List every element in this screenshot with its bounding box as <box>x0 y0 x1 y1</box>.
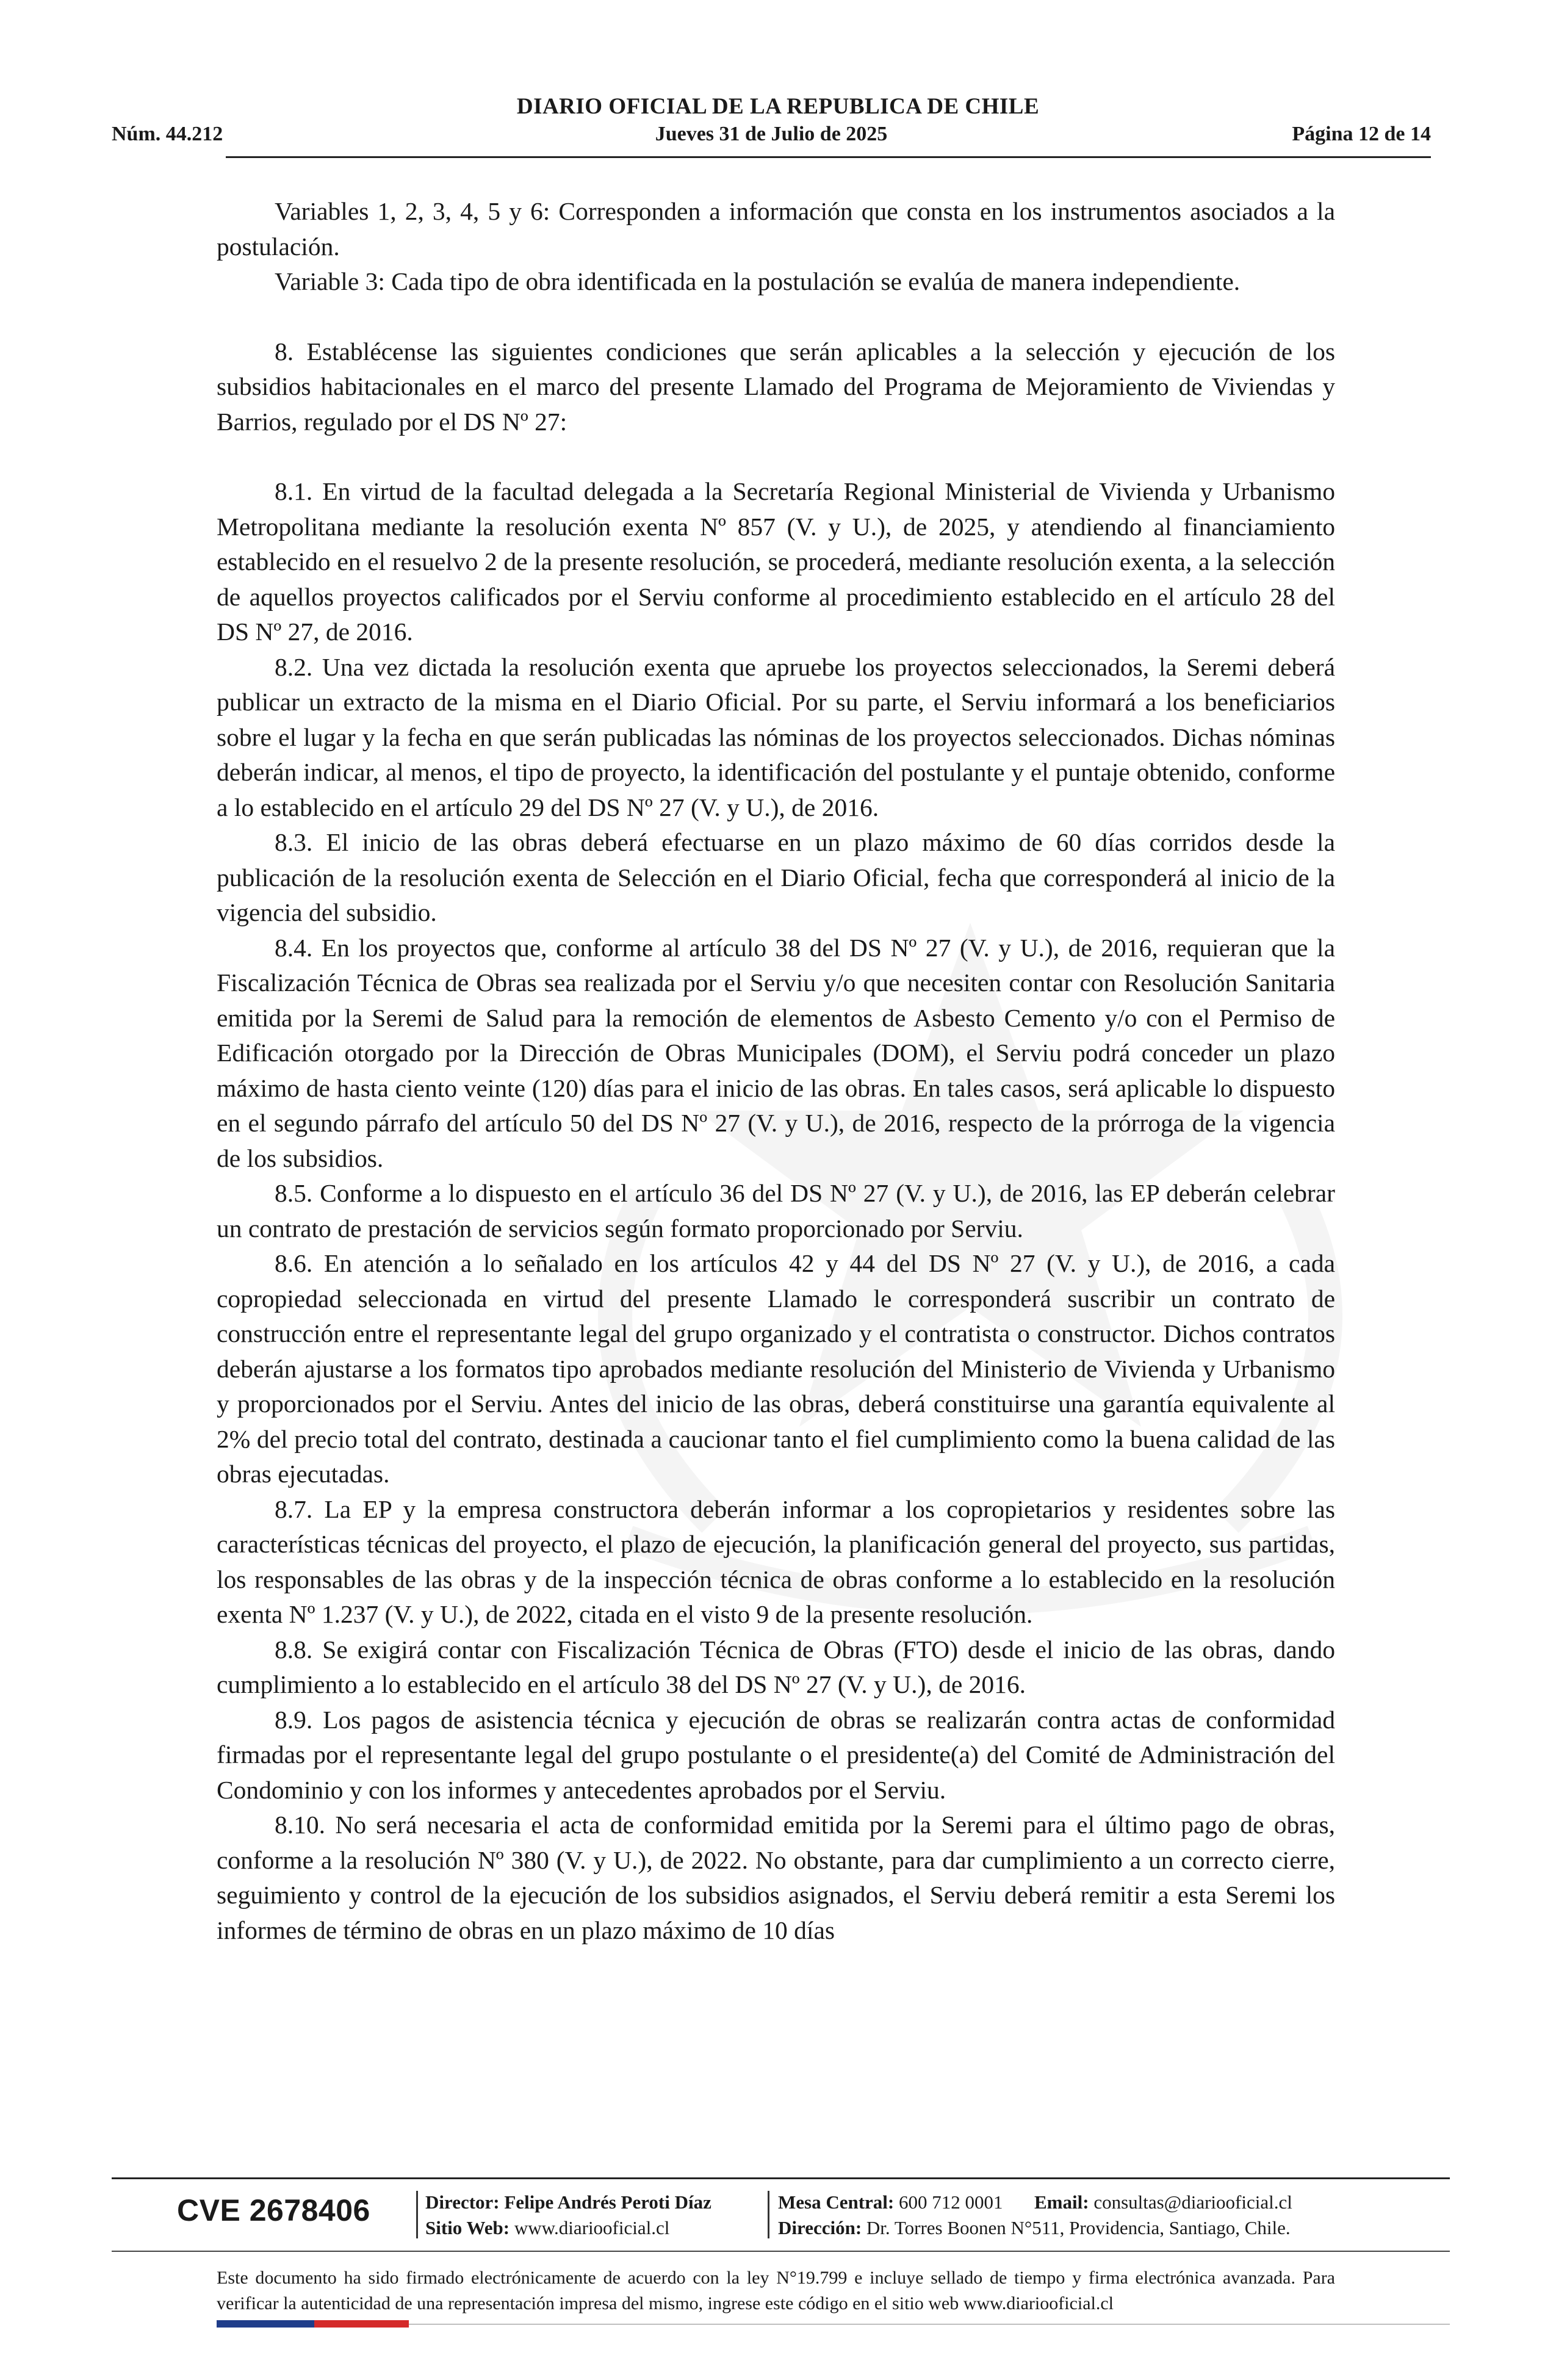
mesa-central-phone: 600 712 0001 <box>899 2191 1003 2213</box>
issue-number: Núm. 44.212 <box>112 123 223 145</box>
director-label: Director: <box>425 2191 500 2213</box>
footer-separator <box>768 2191 769 2238</box>
address-label: Dirección: <box>778 2217 862 2238</box>
cve-code: CVE 2678406 <box>177 2193 370 2227</box>
director-name: Felipe Andrés Peroti Díaz <box>504 2191 711 2213</box>
page-indicator: Página 12 de 14 <box>1292 123 1431 145</box>
issue-date: Jueves 31 de Julio de 2025 <box>655 123 888 145</box>
paragraph-8-8: 8.8. Se exigirá contar con Fiscalización Técnica de Obras (FTO) desde el inicio de las obras, dando cumplimiento a lo establecido en el artículo 38 del DS Nº 27 (V. y U.), de 2016. <box>217 1635 1335 1698</box>
website-line <box>425 2215 669 2241</box>
mesa-central-label: Mesa Central: <box>778 2191 895 2213</box>
paragraph-variable-3: Variable 3: Cada tipo de obra identificada en la postulación se evalúa de manera independiente. <box>275 267 1241 295</box>
flag-stripe-red <box>314 2320 409 2328</box>
footer-separator <box>416 2191 418 2238</box>
footer-mid-divider <box>112 2251 1450 2252</box>
paragraph-8-5: 8.5. Conforme a lo dispuesto en el artículo 36 del DS Nº 27 (V. y U.), de 2016, las EP deberán celebrar un contrato de prestación de servicios según formato proporcionado por Serviu. <box>217 1179 1335 1242</box>
website-label: Sitio Web: <box>425 2217 510 2238</box>
paragraph-8-2: 8.2. Una vez dictada la resolución exenta que apruebe los proyectos seleccionados, la Seremi deberá publicar un extracto de la misma en el Diario Oficial. Por su parte, el Serviu informará a los beneficiarios sobre el lugar y la fecha en que serán publicadas las nóminas de los proyectos seleccionados. Dichas nóminas deberán indicar, al menos, el tipo de proyecto, la identificación del postulante y el puntaje obtenido, conforme a lo establecido en el artículo 29 del DS Nº 27 (V. y U.), de 2016. <box>217 652 1335 821</box>
paragraph-8-3: 8.3. El inicio de las obras deberá efectuarse en un plazo máximo de 60 días corridos desde la publicación de la resolución exenta de Selección en el Diario Oficial, fecha que corresponderá al inicio de la vigencia del subsidio. <box>217 828 1335 926</box>
legal-notice: Este documento ha sido firmado electrónicamente de acuerdo con la ley N°19.799 e incluye sellado de tiempo y firma electrónica avanzada. Para verificar la autenticidad de una representación impresa del mismo, ingrese este código en el sitio web www.diariooficial.cl <box>217 2268 1335 2313</box>
contact-line <box>778 2190 1292 2215</box>
paragraph-8-9: 8.9. Los pagos de asistencia técnica y ejecución de obras se realizarán contra actas de conformidad firmadas por el representante legal del grupo postulante o el presidente(a) del Comité de Administración del Condominio y con los informes y antecedentes aprobados por el Serviu. <box>217 1705 1335 1804</box>
paragraph-8-7: 8.7. La EP y la empresa constructora deberán informar a los copropietarios y residentes sobre las características técnicas del proyecto, el plazo de ejecución, la planificación general del proyecto, sus partidas, los responsables de las obras y de la inspección técnica de obras conforme a lo establecido en la resolución exenta Nº 1.237 (V. y U.), de 2022, citada en el visto 9 de la presente resolución. <box>217 1495 1335 1628</box>
director-line <box>425 2190 711 2215</box>
website-link[interactable]: www.diariooficial.cl <box>514 2217 670 2238</box>
document-body <box>217 194 1335 1948</box>
email-label: Email: <box>1034 2191 1089 2213</box>
address-value: Dr. Torres Boonen N°511, Providencia, Santiago, Chile. <box>866 2217 1291 2238</box>
paragraph-8: 8. Establécense las siguientes condiciones que serán aplicables a la selección y ejecución de los subsidios habitacionales en el marco del presente Llamado del Programa de Mejoramiento de Viviendas y Barrios, regulado por el DS Nº 27: <box>217 337 1335 436</box>
newspaper-title: DIARIO OFICIAL DE LA REPUBLICA DE CHILE <box>516 94 1040 119</box>
header-divider <box>226 156 1431 158</box>
paragraph-8-6: 8.6. En atención a lo señalado en los artículos 42 y 44 del DS Nº 27 (V. y U.), de 2016, a cada copropiedad seleccionada en virtud del presente Llamado le corresponderá suscribir un contrato de construcción entre el representante legal del grupo organizado y el contratista o constructor. Dichos contratos deberán ajustarse a los formatos tipo aprobados mediante resolución del Ministerio de Vivienda y Urbanismo y proporcionados por el Serviu. Antes del inicio de las obras, deberá constituirse una garantía equivalente al 2% del precio total del contrato, destinada a caucionar tanto el fiel cumplimiento como la buena calidad de las obras ejecutadas. <box>217 1249 1335 1488</box>
address-line <box>778 2215 1291 2241</box>
paragraph-8-4: 8.4. En los proyectos que, conforme al artículo 38 del DS Nº 27 (V. y U.), de 2016, requieran que la Fiscalización Técnica de Obras sea realizada por el Serviu y/o que necesiten contar con Resolución Sanitaria emitida por la Seremi de Salud para la remoción de elementos de Asbesto Cemento y/o con el Permiso de Edificación otorgado por la Dirección de Obras Municipales (DOM), el Serviu podrá conceder un plazo máximo de hasta ciento veinte (120) días para el inicio de las obras. En tales casos, será aplicable lo dispuesto en el segundo párrafo del artículo 50 del DS Nº 27 (V. y U.), de 2016, respecto de la prórroga de la vigencia de los subsidios. <box>217 933 1335 1172</box>
paragraph-variables: Variables 1, 2, 3, 4, 5 y 6: Corresponden a información que consta en los instrumentos asociados a la postulación. <box>217 197 1335 261</box>
email-link[interactable]: consultas@diariooficial.cl <box>1093 2191 1292 2213</box>
paragraph-8-1: 8.1. En virtud de la facultad delegada a la Secretaría Regional Ministerial de Vivienda y Urbanismo Metropolitana mediante la resolución exenta Nº 857 (V. y U.), de 2025, y atendiendo al financiamiento establecido en el resuelvo 2 de la presente resolución, se procederá, mediante resolución exenta, a la selección de aquellos proyectos calificados por el Serviu conforme al procedimiento establecido en el artículo 28 del DS Nº 27, de 2016. <box>217 477 1335 646</box>
footer-top-divider <box>112 2177 1450 2179</box>
paragraph-8-10: 8.10. No será necesaria el acta de conformidad emitida por la Seremi para el último pago de obras, conforme a la resolución Nº 380 (V. y U.), de 2022. No obstante, para dar cumplimiento a un correcto cierre, seguimiento y control de la ejecución de los subsidios asignados, el Serviu deberá remitir a esta Seremi los informes de término de obras en un plazo máximo de 10 días <box>217 1811 1335 1944</box>
flag-stripe-blue <box>217 2320 314 2328</box>
